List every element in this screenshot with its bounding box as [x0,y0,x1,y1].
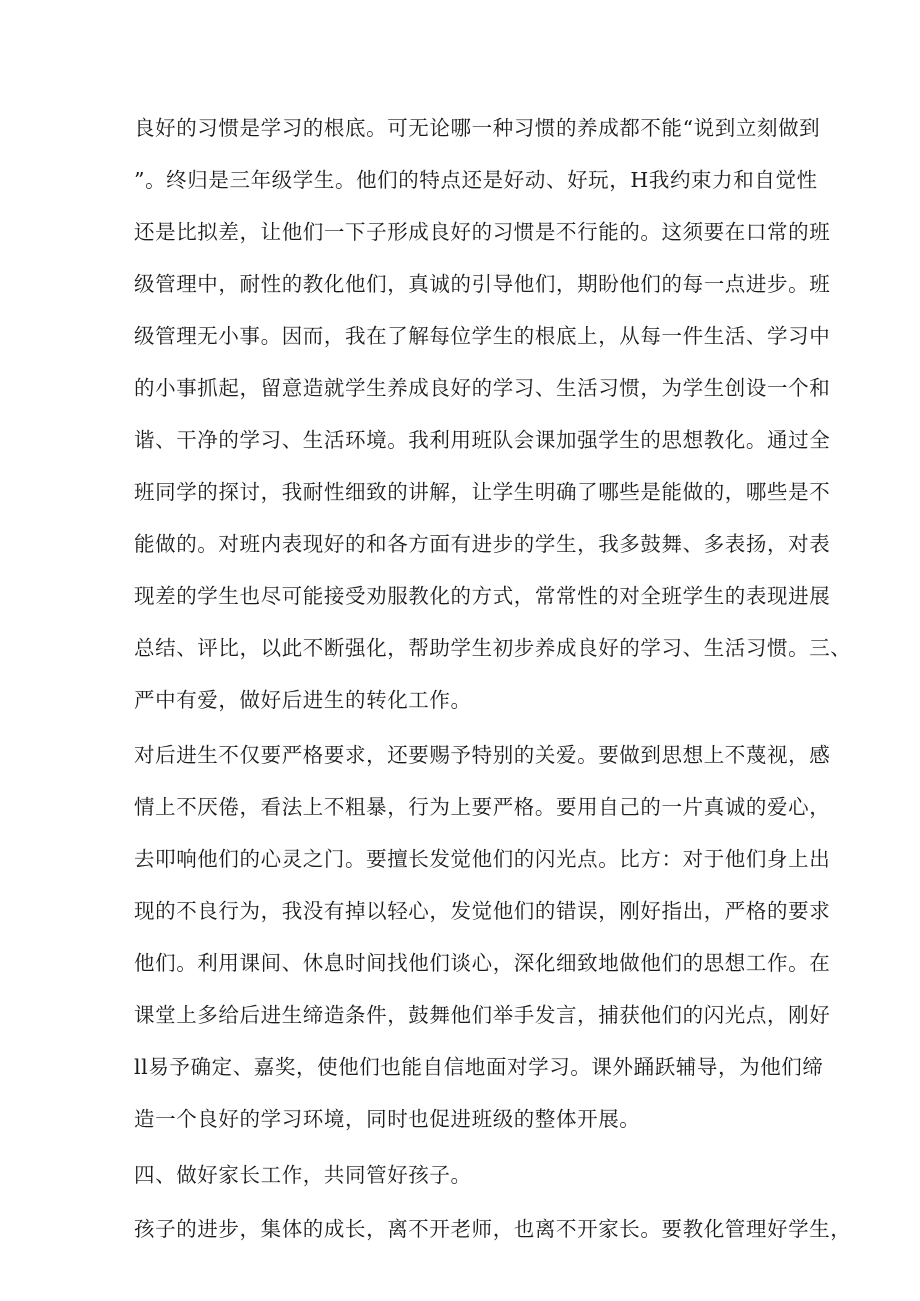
text-line: 对后进生不仅要严格要求，还要赐予特别的关爱。要做到思想上不蔑视，感 [134,743,831,767]
text-line: 造一个良好的学习环境，同时也促进班级的整体开展。 [134,1107,641,1131]
text-line: 现的不良行为，我没有掉以轻心，发觉他们的错误，刚好指出，严格的要求 [134,899,831,923]
text-line: 情上不厌倦，看法上不粗暴，行为上要严格。要用自己的一片真诚的爱心， [134,795,831,819]
text-line: 孩子的进步，集体的成长，离不开老师，也离不开家长。要教化管理好学生， [134,1217,852,1241]
text-line: 四、做好家长工作，共同管好孩子。 [134,1163,472,1187]
text-line: 能做的。对班内表现好的和各方面有进步的学生，我多鼓舞、多表扬，对表 [134,532,831,556]
text-line: 他们。利用课间、休息时间找他们谈心，深化细致地做他们的思想工作。在 [134,951,831,975]
text-line: 课堂上多给后进生缔造条件，鼓舞他们举手发言，捕获他们的闪光点，刚好 [134,1003,831,1027]
text-line: 还是比拟差，让他们一下子形成良好的习惯是不行能的。这须要在口常的班 [134,220,831,244]
text-line: 严中有爱，做好后进生的转化工作。 [134,688,472,712]
text-line: 谐、干净的学习、生活环境。我利用班队会课加强学生的思想教化。通过全 [134,428,831,452]
text-line: 班同学的探讨，我耐性细致的讲解，让学生明确了哪些是能做的，哪些是不 [134,480,831,504]
text-line: 现差的学生也尽可能接受劝服教化的方式，常常性的对全班学生的表现进展 [134,584,831,608]
text-line: 的小事抓起，留意造就学生养成良好的学习、生活习惯，为学生创设一个和 [134,376,831,400]
text-line: 级管理中，耐性的教化他们，真诚的引导他们，期盼他们的每一点进步。班 [134,272,831,296]
text-line: 良好的习惯是学习的根底。可无论哪一种习惯的养成都不能“说到立刻做到 [134,116,821,140]
text-line: 总结、评比，以此不断强化，帮助学生初步养成良好的学习、生活习惯。三、 [134,636,852,660]
text-line: ll易予确定、嘉奖，使他们也能自信地面对学习。课外踊跃辅导，为他们缔 [134,1055,824,1079]
text-line: ”。终归是三年级学生。他们的特点还是好动、好玩，H我约束力和自觉性 [134,168,818,192]
text-line: 去叩响他们的心灵之门。要擅长发觉他们的闪光点。比方：对于他们身上出 [134,847,831,871]
text-line: 级管理无小事。因而，我在了解每位学生的根底上，从每一件生活、学习中 [134,324,831,348]
